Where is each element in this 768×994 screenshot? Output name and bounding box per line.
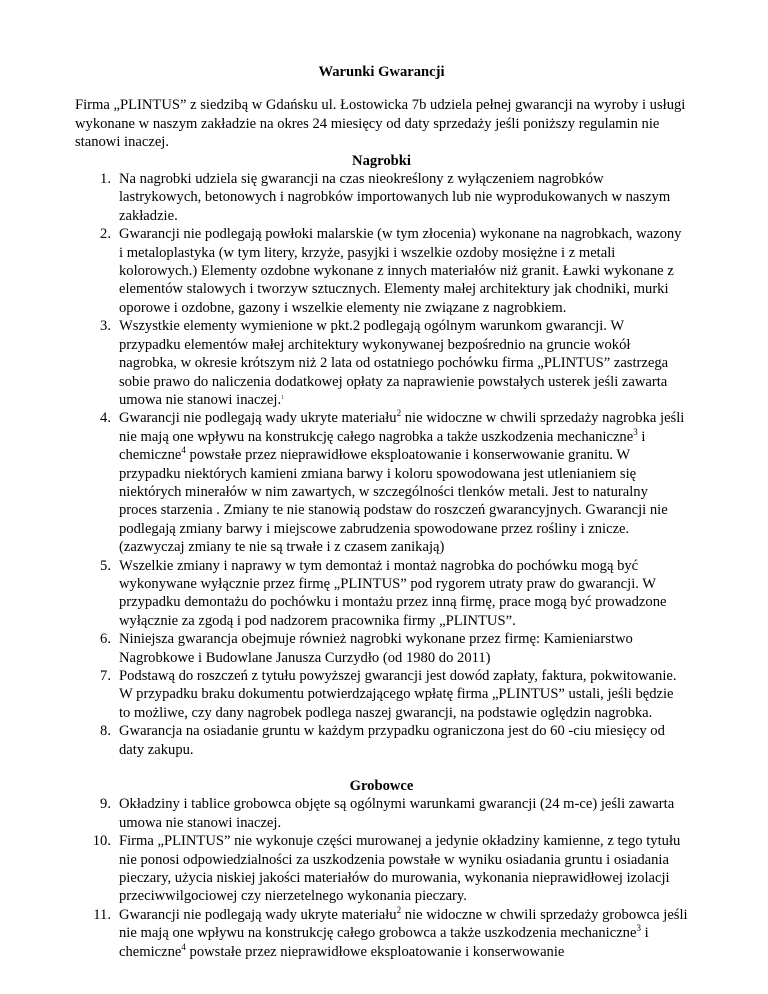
grobowce-list [75, 795, 688, 961]
footnote-mark: 2 [396, 904, 402, 915]
list-item: 11. Gwarancji nie podlegają wady ukryte materiału$^2$ nie widoczne w chwili sprzedaży grobowca jeśli nie mają one wpływu na konstrukcję całego grobowca a także uszkodzenia mechaniczne$^3$ i chemiczne$^4$ powstałe przez nieprawidłowe eksploatowanie i konserwowanie [93, 904, 688, 960]
list-item: 8. Gwarancja na osiadanie gruntu w każdym przypadku ograniczona jest do 60 -ciu miesięcy od daty zakupu. [100, 723, 665, 758]
footnote-mark: 1 [281, 394, 285, 401]
section-heading-nagrobki: Nagrobki [352, 152, 411, 169]
list-item: 6. Niniejsza gwarancja obejmuje również nagrobki wykonane przez firmę: Kamieniarstwo Nagrobkowe i Budowlane Janusza Curzydło (od 1980 do 2011) [100, 631, 633, 666]
section-heading-grobowce: Grobowce [349, 778, 414, 795]
footnote-mark: 3 [636, 923, 641, 934]
footnote-mark: 3 [633, 426, 638, 437]
list-item: 5. Wszelkie zmiany i naprawy w tym demontaż i montaż nagrobka do pochówku mogą być wykonywane wyłącznie przez firmę „PLINTUS” pod rygorem utraty praw do gwarancji. W przypadku demontażu do pochówku i montażu przez inną firmę, prace mogą być prowadzone wyłącznie za zgodą i pod nadzorem pracownika firmy „PLINTUS”. [100, 557, 667, 629]
list-item: 4. Gwarancji nie podlegają wady ukryte materiału$^2$ nie widoczne w chwili sprzedaży nagrobka jeśli nie mają one wpływu na konstrukcję całego nagrobka a także uszkodzenia mechaniczne$^3$ i chemiczne$^4$ powstałe przez nieprawidłowe eksploatowanie i konserwowanie granitu. W przypadku niektórych kamieni zmiana barwy i koloru spowodowana jest utlenianiem się niektórych minerałów w nim zawartych, w szczególności tlenków metali. Jest to naturalny proces starzenia . Zmiany te nie stanowią podstaw do roszczeń gwarancyjnych. Gwarancji nie podlegają zmiany barwy i miejscowe zabrudzenia spowodowane przez rośliny i znicze. (zazwyczaj zmiany te nie są trwałe i z czasem zanikają) [100, 408, 685, 556]
list-item: 10. Firma „PLINTUS” nie wykonuje części murowanej a jedynie okładziny kamienne, z tego tytułu nie ponosi odpowiedzialności za uszkodzenia powstałe w wyniku osiadania gruntu i osiadania pieczary, użycia niskiej jakości materiałów do murowania, wykonania nieprawidłowej izolacji przeciwwilgociowej czy nierzetelnego wykonania pieczary. [92, 833, 681, 905]
nagrobki-list [75, 170, 688, 759]
footnote-mark: 4 [181, 941, 186, 952]
list-item: 2. Gwarancji nie podlegają powłoki malarskie (w tym złocenia) wykonane na nagrobkach, wazony i metaloplastyka (w tym litery, krzyże, pasyjki i wszelkie ozdoby mosiężne i z metali kolorowych.) Elementy ozdobne wykonane z innych materiałów niż granit. Ławki wykonane z elementów stalowych i tworzyw sztucznych. Elementy małej architektury jak chodniki, murki oporowe i ozdobne, gazony i wszelkie elementy nie związane z nagrobkiem. [100, 226, 682, 316]
document-title: Warunki Gwarancji [318, 64, 445, 80]
list-item: 3. Wszystkie elementy wymienione w pkt.2 podlegają ogólnym warunkom gwarancji. W przypadku elementów małej architektury wykonywanej bezpośrednio na gruncie wokół nagrobka, w okresie krótszym niż 2 lata od ostatniego pochówku firma „PLINTUS” zastrzega sobie prawo do naliczenia dodatkowej opłaty za naprawienie powstałych usterek jeśli zawarta umowa nie stanowi inaczej.$^1$ [100, 318, 669, 408]
footnote-mark: 2 [396, 408, 402, 419]
list-item: 7. Podstawą do roszczeń z tytułu powyższej gwarancji jest dowód zapłaty, faktura, pokwitowanie. W przypadku braku dokumentu potwierdzającego wpłatę firma „PLINTUS” ustali, jeśli będzie to możliwe, czy dany nagrobek podlega naszej gwarancji, na podstawie oględzin nagrobka. [100, 668, 677, 721]
list-item: 9. Okładziny i tablice grobowca objęte są ogólnymi warunkami gwarancji (24 m-ce) jeśli zawarta umowa nie stanowi inaczej. [100, 796, 675, 831]
footnote-mark: 4 [181, 445, 186, 456]
intro-paragraph: Firma „PLINTUS” z siedzibą w Gdańsku ul. Łostowicka 7b udziela pełnej gwarancji na wyroby i usługi wykonane w naszym zakładzie na okres 24 miesięcy od daty sprzedaży jeśli poniższy regulamin nie stanowi inaczej. [75, 97, 686, 151]
list-item: 1. Na nagrobki udziela się gwarancji na czas nieokreślony z wyłączeniem nagrobków lastrykowych, betonowych i nagrobków importowanych lub nie wyprodukowanych w naszym zakładzie. [100, 171, 671, 224]
